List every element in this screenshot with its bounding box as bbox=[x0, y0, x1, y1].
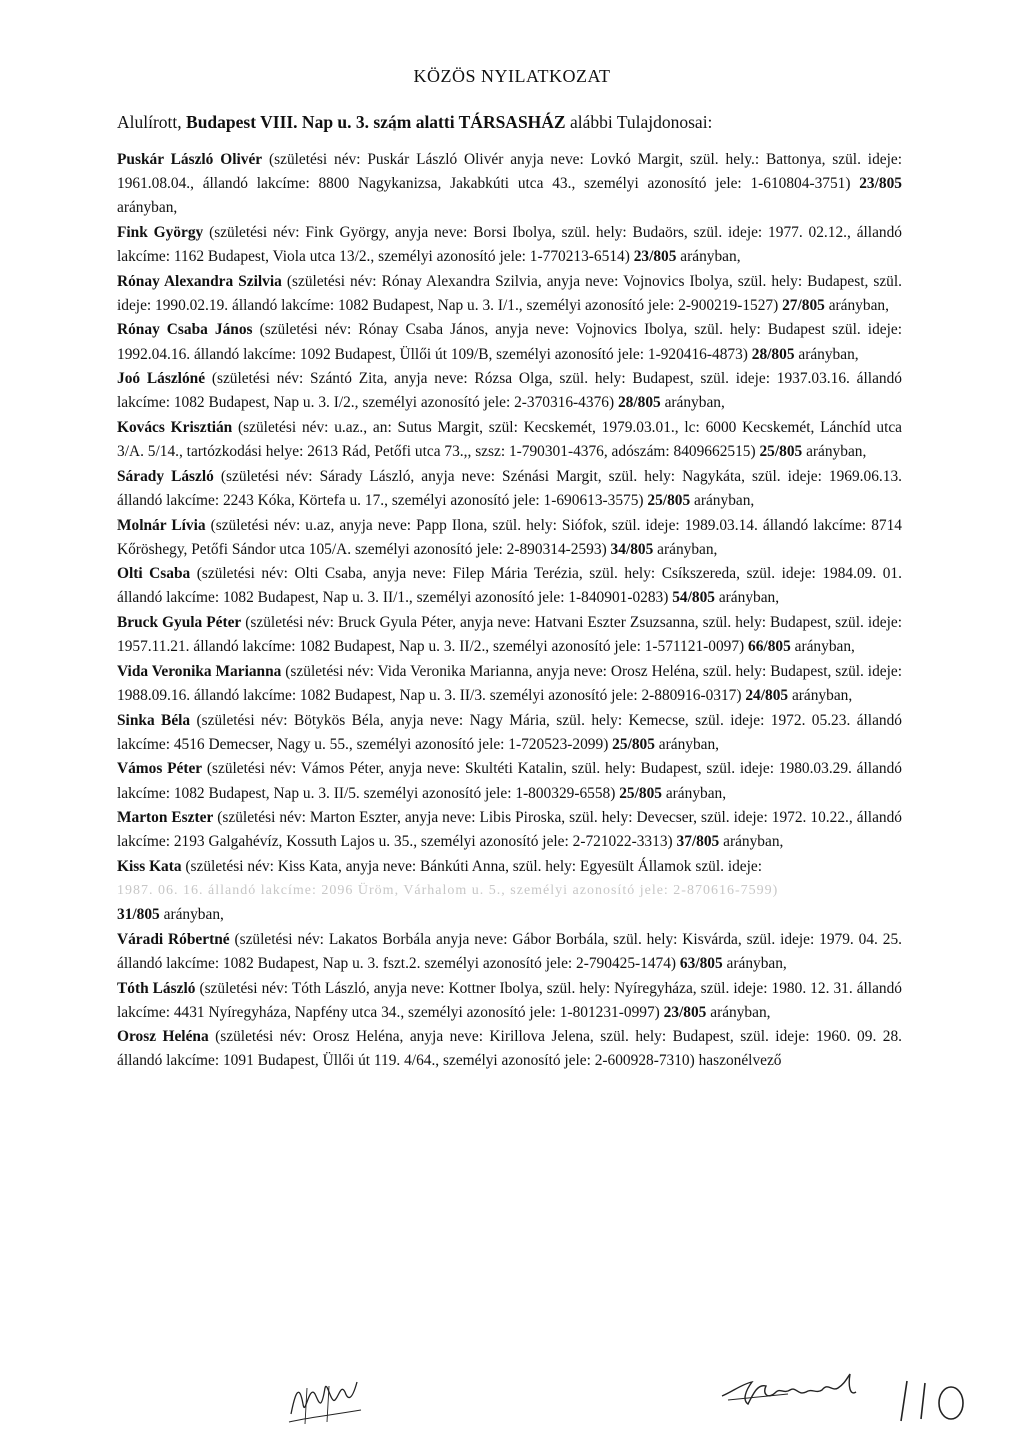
owner-details: (születési név: u.az., an: Sutus Margit, szül: Kecskemét, 1979.03.01., lc: 6000 Kecskemét, Lánchíd utca 3/A. 5/14., tartózkodási helye: 2613 Rád, Petőfi utca 73.,, szsz: 1-790301-4376, adószám: 8409662515) bbox=[117, 419, 903, 461]
ownership-ratio: 66/805 bbox=[748, 638, 791, 656]
owner-name: Rónay Alexandra Szilvia bbox=[117, 272, 282, 290]
document-title: KÖZÖS NYILATKOZAT bbox=[413, 66, 611, 86]
ratio-suffix: arányban, bbox=[660, 394, 725, 412]
ratio-suffix: arányban, bbox=[714, 589, 780, 607]
owner-name: Joó Lászlóné bbox=[117, 370, 206, 388]
owner-details: (születési név: Bruck Gyula Péter, anyja neve: Hatvani Eszter Zsuzsanna, szül. hely: Budapest, szül. ideje: 1957.11.21. állandó lakcíme: 1082 Budapest, Nap u. 3. II/2., személyi azonosító jele: 1-571121-0097) bbox=[117, 614, 902, 656]
ratio-suffix: arányban, bbox=[706, 1003, 771, 1021]
ratio-suffix: arányban, bbox=[794, 345, 859, 363]
owner-entry bbox=[117, 416, 902, 464]
owner-details: (születési név: Tóth László, anyja neve: Kottner Ibolya, szül. hely: Nyíregyháza, szül. ideje: 1980. 12. 31. állandó lakcíme: 4431 Nyíregyháza, Napfény utca 34., személyi azonosító jele: 1-801231-0997) bbox=[117, 979, 902, 1021]
owner-name: Vida Veronika Marianna bbox=[117, 662, 282, 680]
owner-details: (születési név: Rónay Alexandra Szilvia, anyja neve: Vojnovics Ibolya, szül. hely: Budapest, szül. ideje: 1990.02.19. állandó lakcíme: 1082 Budapest, Nap u. 3. I/1., személyi azonosító jele: 2-900219-1527) bbox=[117, 272, 902, 314]
intro-suffix: alábbi Tulajdonosai: bbox=[565, 112, 713, 132]
owner-entry bbox=[117, 855, 902, 927]
owner-entry bbox=[117, 367, 902, 415]
owner-entry bbox=[117, 514, 902, 562]
ratio-suffix: arányban, bbox=[661, 784, 727, 802]
owner-entry bbox=[117, 562, 902, 610]
owner-name: Orosz Heléna bbox=[117, 1028, 209, 1046]
signature-mark bbox=[285, 1374, 365, 1428]
owner-details: (születési név: Marton Eszter, anyja neve: Libis Piroska, szül. hely: Devecser, szül. ideje: 1972. 10.22., állandó lakcíme: 2193 Galgahévíz, Kossuth Lajos u. 35., személyi azonosító jele: 2-721022-3313) bbox=[117, 809, 902, 851]
ownership-ratio: 28/805 bbox=[751, 345, 795, 363]
owner-name: Fink György bbox=[117, 223, 204, 241]
owner-name: Molnár Lívia bbox=[117, 516, 206, 534]
owner-name: Olti Csaba bbox=[117, 565, 191, 583]
intro-prefix: Alulírott, bbox=[117, 112, 187, 132]
owner-entry bbox=[117, 757, 902, 805]
owner-name: Vámos Péter bbox=[117, 760, 203, 778]
owner-name: Váradi Róbertné bbox=[117, 930, 230, 948]
ownership-ratio: 24/805 bbox=[745, 687, 789, 704]
owner-name: Kiss Kata bbox=[117, 858, 182, 876]
ratio-suffix: arányban, bbox=[719, 833, 784, 851]
handwritten-page-number bbox=[895, 1375, 975, 1425]
ratio-suffix: arányban, bbox=[654, 735, 720, 753]
signature-puskar bbox=[718, 1370, 878, 1410]
owner-details: (születési név: Vida Veronika Marianna, anyja neve: Orosz Heléna, szül. hely: Budapest, szül. ideje: 1988.09.16. állandó lakcíme: 1082 Budapest, Nap u. 3. II/3. személyi azonosító jele: 2-880916-0317) bbox=[117, 662, 902, 704]
ratio-suffix: arányban, bbox=[653, 540, 718, 558]
owner-entry bbox=[117, 611, 902, 659]
owner-entry bbox=[117, 709, 902, 757]
owner-name: Kovács Krisztián bbox=[117, 419, 233, 436]
owner-entry bbox=[117, 806, 902, 854]
owner-entry bbox=[117, 977, 902, 1025]
ownership-ratio: 31/805 bbox=[117, 906, 160, 924]
owner-details: (születési név: Puskár László Olivér anyja neve: Lovkó Margit, szül. hely.: Battonya, szül. ideje: 1961.08.04., állandó lakcíme: 8800 Nagykanizsa, Jakabkúti utca 43., személyi azonosító jele: 1-610804-3751) bbox=[117, 151, 902, 193]
owner-name: Rónay Csaba János bbox=[117, 321, 253, 339]
intro-line bbox=[117, 112, 917, 133]
owner-entry bbox=[117, 928, 902, 976]
ratio-suffix: arányban, bbox=[722, 954, 787, 972]
owner-name: Puskár László Olivér bbox=[117, 151, 263, 168]
ownership-ratio: 28/805 bbox=[617, 394, 661, 412]
owner-name: Sárady László bbox=[117, 467, 214, 485]
ownership-ratio: 34/805 bbox=[610, 540, 654, 558]
owner-name: Sinka Béla bbox=[117, 711, 191, 729]
owner-name: Tóth László bbox=[117, 979, 196, 997]
owner-list bbox=[117, 148, 902, 1074]
ownership-ratio: 27/805 bbox=[782, 296, 825, 314]
owner-entry bbox=[117, 465, 902, 513]
owner-details: (születési név: Fink György, anyja neve: Borsi Ibolya, szül. hely: Budaörs, szül. ideje: 1977. 02.12., állandó lakcíme: 1162 Budapest, Viola utca 13/2., személyi azonosító jele: 1-770213-6514) bbox=[117, 223, 902, 265]
owner-entry bbox=[117, 270, 902, 318]
intro-address: Budapest VIII. Nap u. 3. szám alatti TÁRSASHÁZ bbox=[186, 112, 566, 132]
owner-entry bbox=[117, 221, 902, 269]
owner-details: (születési név: Olti Csaba, anyja neve: Filep Mária Terézia, szül. hely: Csíkszereda, szül. ideje: 1984.09. 01. állandó lakcíme: 1082 Budapest, Nap u. 3. II/1., személyi azonosító jele: 1-840901-0283) bbox=[117, 565, 902, 607]
ratio-suffix: arányban, bbox=[690, 491, 755, 509]
ratio-suffix: arányban, bbox=[824, 296, 889, 314]
ratio-suffix: arányban, bbox=[159, 906, 224, 924]
owner-details: (születési név: Orosz Heléna, anyja neve: Kirillova Jelena, szül. hely: Budapest, szül. ideje: 1960. 09. 28. állandó lakcíme: 1091 Budapest, Üllői út 119. 4/64., személyi azonosító jele: 2-600928-7310) bbox=[117, 1028, 903, 1070]
ownership-ratio: 25/805 bbox=[619, 784, 662, 802]
owner-details: (születési név: Bötykös Béla, anyja neve: Nagy Mária, szül. hely: Kemecse, szül. ideje: 1972. 05.23. állandó lakcíme: 4516 Demecser, Nagy u. 55., személyi azonosító jele: 1-720523-2099) bbox=[117, 711, 902, 753]
ownership-ratio: 23/805 bbox=[633, 247, 677, 265]
ownership-ratio: 25/805 bbox=[612, 735, 655, 753]
owner-entry bbox=[117, 148, 902, 220]
ratio-suffix: arányban, bbox=[788, 687, 853, 704]
owner-details: (születési név: Sárady László, anyja neve: Szénási Margit, szül. hely: Nagykáta, szül. ideje: 1969.06.13. állandó lakcíme: 2243 Kóka, Körtefa u. 17., személyi azonosító jele: 1-690613-3575) bbox=[117, 467, 903, 509]
owner-name: Marton Eszter bbox=[117, 809, 214, 827]
owner-details: (születési név: Szántó Zita, anyja neve: Rózsa Olga, szül. hely: Budapest, szül. ideje: 1937.03.16. állandó lakcíme: 1082 Budapest, Nap u. 3. I/2., személyi azonosító jele: 2-370316-4376) bbox=[117, 370, 902, 412]
owner-details: (születési név: Vámos Péter, anyja neve: Skultéti Katalin, szül. hely: Budapest, szül. ideje: 1980.03.29. állandó lakcíme: 1082 Budapest, Nap u. 3. II/5. személyi azonosító jele: 1-800329-6558) bbox=[117, 760, 902, 802]
owner-details: (születési név: Kiss Kata, anyja neve: Bánkúti Anna, szül. hely: Egyesült Államok szül. ideje: bbox=[181, 858, 763, 876]
ownership-ratio: 23/805 bbox=[859, 175, 902, 193]
ownership-ratio: 23/805 bbox=[663, 1003, 707, 1021]
smudged-line: 1987. 06. 16. állandó lakcíme: 2096 Üröm, Várhalom u. 5., személyi azonosító jele: 2-870616-7599) bbox=[117, 883, 779, 899]
owner-details: (születési név: Rónay Csaba János, anyja neve: Vojnovics Ibolya, szül. hely: Budapest szül. ideje: 1992.04.16. állandó lakcíme: 1092 Budapest, Üllői út 109/B, személyi azonosító jele: 1-920416-4873) bbox=[117, 321, 902, 363]
ownership-ratio: 25/805 bbox=[647, 491, 691, 509]
ratio-suffix: arányban, bbox=[802, 443, 867, 461]
ratio-suffix: haszonélvező bbox=[698, 1052, 782, 1070]
ownership-ratio: 63/805 bbox=[679, 954, 723, 972]
ownership-ratio: 54/805 bbox=[672, 589, 715, 607]
owner-entry bbox=[117, 1025, 902, 1073]
ownership-ratio: 25/805 bbox=[759, 443, 803, 461]
owner-entry bbox=[117, 318, 902, 366]
owner-name: Bruck Gyula Péter bbox=[117, 614, 242, 632]
ratio-suffix: arányban, bbox=[117, 199, 178, 217]
ratio-suffix: arányban, bbox=[676, 247, 741, 265]
ratio-suffix: arányban, bbox=[790, 638, 855, 656]
owner-details: (születési név: Lakatos Borbála anyja neve: Gábor Borbála, szül. hely: Kisvárda, szül. ideje: 1979. 04. 25. állandó lakcíme: 1082 Budapest, Nap u. 3. fszt.2. személyi azonosító jele: 2-790425-1474) bbox=[117, 930, 902, 972]
owner-details: (születési név: u.az, anyja neve: Papp Ilona, szül. hely: Siófok, szül. ideje: 1989.03.14. állandó lakcíme: 8714 Kőröshegy, Petőfi Sándor utca 105/A. személyi azonosító jele: 2-890314-2593) bbox=[117, 516, 902, 558]
owner-entry bbox=[117, 660, 902, 708]
ownership-ratio: 37/805 bbox=[676, 833, 720, 851]
